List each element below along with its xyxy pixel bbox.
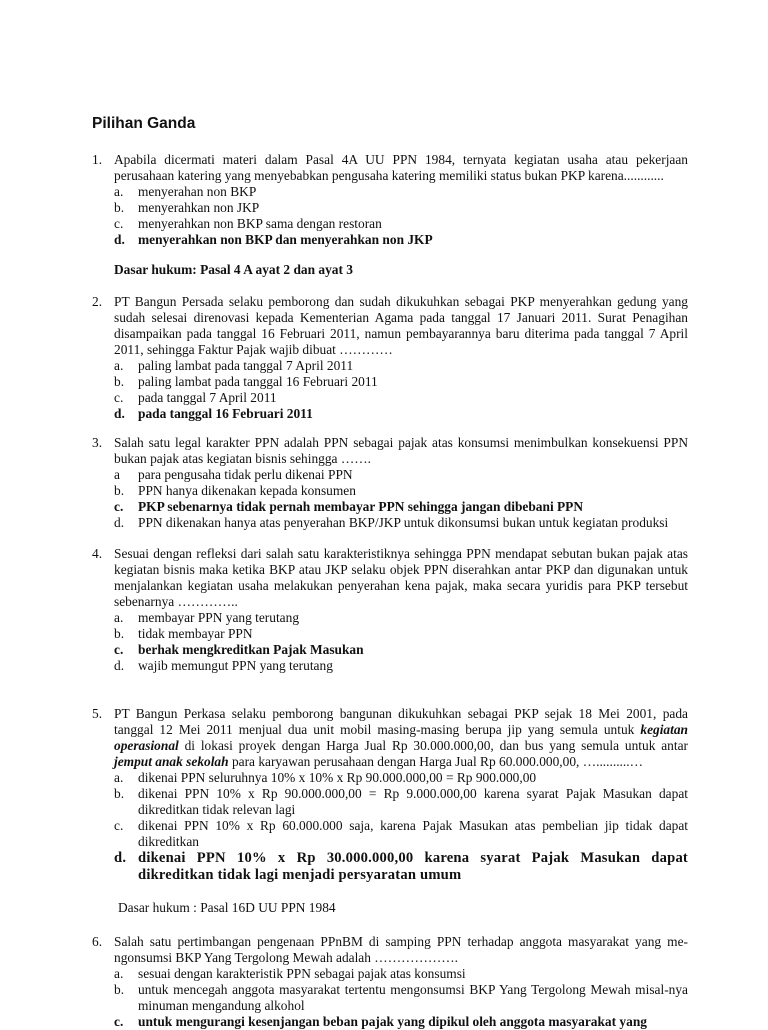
option-a: [114, 966, 688, 982]
option-text: dikenai PPN 10% x Rp 30.000.000,00 karena syarat Pajak Masukan dapat dikreditkan tidak lagi menjadi persyaratan umum: [138, 850, 688, 883]
option-list: [114, 467, 688, 531]
option-text: tidak membayar PPN: [138, 626, 253, 641]
option-label: c.: [114, 390, 124, 405]
question-stem: Salah satu legal karakter PPN adalah PPN sebagai pajak atas konsumsi menimbulkan konsekuensi PPN bukan pajak atas kegiatan bisnis sehingga …….: [114, 435, 688, 466]
option-text: sesuai dengan karakteristik PPN sebagai pajak atas konsumsi: [138, 966, 466, 981]
legal-basis-1: Dasar hukum: Pasal 4 A ayat 2 dan ayat 3: [114, 262, 353, 277]
option-b: [114, 200, 688, 216]
option-label: b.: [114, 786, 125, 801]
option-text: dikenai PPN 10% x Rp 60.000.000 saja, karena Pajak Masukan atas pembelian jip tidak dapat dikreditkan: [138, 818, 688, 849]
option-label: a.: [114, 966, 124, 981]
option-text: menyerahan non BKP: [138, 184, 257, 199]
question-number: 3.: [92, 435, 103, 450]
question-number: 4.: [92, 546, 103, 561]
option-text: PKP sebenarnya tidak pernah membayar PPN sehingga jangan dibebani PPN: [138, 499, 584, 514]
option-text: dikenai PPN 10% x Rp 90.000.000,00 = Rp 9.000.000,00 karena syarat Pajak Masukan dapat dikreditkan tidak relevan lagi: [138, 786, 688, 817]
stem-text: PT Bangun Perkasa selaku pemborong bangunan dikukuhkan sebagai PKP sejak 18 Mei 2001, pada tanggal 12 Mei 2011 menjual dua unit mobil masing-masing berupa jip yang semula untuk: [114, 706, 688, 737]
option-label: b.: [114, 982, 125, 997]
option-text: paling lambat pada tanggal 16 Februari 2011: [138, 374, 378, 389]
option-text: untuk mengurangi kesenjangan beban pajak yang dipikul oleh anggota masyarakat yang: [138, 1014, 647, 1029]
question-3: [92, 435, 688, 531]
option-label: d.: [114, 658, 125, 673]
option-b: [114, 374, 688, 390]
option-label: b.: [114, 374, 125, 389]
option-text: untuk mencegah anggota masyarakat tertentu mengonsumsi BKP Yang Tergolong Mewah misal-nya minuman mengandung alkohol: [138, 982, 688, 1013]
option-label: c.: [114, 642, 124, 657]
stem-text: para karyawan perusahaan dengan Harga Jual Rp 60.000.000,00, …..........…: [228, 754, 643, 769]
option-label: d.: [114, 232, 125, 247]
option-text: berhak mengkreditkan Pajak Masukan: [138, 642, 364, 657]
option-text: menyerahkan non BKP sama dengan restoran: [138, 216, 382, 231]
option-list: [114, 610, 688, 674]
option-text: PPN dikenakan hanya atas penyerahan BKP/JKP untuk dikonsumsi bukan untuk kegiatan produksi: [138, 515, 669, 530]
option-b: [114, 626, 688, 642]
option-text: pada tanggal 7 April 2011: [138, 390, 277, 405]
option-c: [114, 1014, 688, 1030]
option-list: [114, 770, 688, 884]
option-text: pada tanggal 16 Februari 2011: [138, 406, 313, 421]
option-b: [114, 483, 688, 499]
option-a: [114, 770, 688, 786]
option-a: [114, 184, 688, 200]
option-text: membayar PPN yang terutang: [138, 610, 300, 625]
question-stem: Sesuai dengan refleksi dari salah satu karakteristiknya sehingga PPN mendapat sebutan bukan pajak atas kegiatan bisnis maka ketika BKP atau JKP selaku objek PPN diserahkan antar PKP dan digunakan untuk menjalankan kegiatan usaha melakukan penyerahan kena pajak, maka secara yuridis para PKP tersebut sebenarnya …………..: [114, 546, 688, 609]
option-a: [114, 467, 688, 483]
option-label: c.: [114, 216, 124, 231]
question-6: [92, 934, 688, 1030]
option-c: [114, 216, 688, 232]
option-d: [114, 515, 688, 531]
option-text: paling lambat pada tanggal 7 April 2011: [138, 358, 354, 373]
option-d: [114, 658, 688, 674]
option-label: a: [114, 467, 120, 482]
question-1: [92, 152, 688, 248]
option-label: d.: [114, 850, 127, 866]
stem-emphasis: kegiatan operasional: [114, 722, 688, 753]
option-d-answer: [114, 406, 688, 422]
option-d-answer: [114, 850, 688, 884]
question-stem: PT Bangun Persada selaku pemborong dan sudah dikukuhkan sebagai PKP menyerahkan gedung yang sudah selesai direnovasi kepada Kementerian Agama pada tanggal 17 Januari 2011. Surat Penagihan disampaikan pada tanggal 16 Februari 2011, namun pembayarannya baru diterima pada tanggal 7 April 2011, sehingga Faktur Pajak wajib dibuat …………: [114, 294, 688, 357]
option-list: [114, 358, 688, 422]
option-list: [114, 184, 688, 248]
stem-emphasis: jemput anak sekolah: [114, 754, 229, 769]
option-text: menyerahkan non JKP: [138, 200, 260, 215]
question-number: 6.: [92, 934, 103, 949]
option-text: para pengusaha tidak perlu dikenai PPN: [138, 467, 353, 482]
option-c-answer: [114, 642, 688, 658]
question-stem: Apabila dicermati materi dalam Pasal 4A UU PPN 1984, ternyata kegiatan usaha atau pekerjaan perusahaan katering yang menyebabkan pengusaha katering memiliki status bukan PKP karena............: [114, 152, 688, 183]
question-2: [92, 294, 688, 422]
question-number: 2.: [92, 294, 103, 309]
option-b: [114, 982, 688, 1014]
option-label: c.: [114, 818, 124, 833]
question-4: [92, 546, 688, 674]
option-label: c.: [114, 499, 124, 514]
option-label: d.: [114, 515, 125, 530]
option-a: [114, 358, 688, 374]
option-c-answer: [114, 499, 688, 515]
option-a: [114, 610, 688, 626]
option-b: [114, 786, 688, 818]
option-list: [114, 966, 688, 1030]
option-label: b.: [114, 483, 125, 498]
page-title: Pilihan Ganda: [92, 115, 196, 132]
option-label: b.: [114, 626, 125, 641]
option-text: wajib memungut PPN yang terutang: [138, 658, 333, 673]
option-label: a.: [114, 184, 124, 199]
option-label: a.: [114, 770, 124, 785]
option-label: c.: [114, 1014, 124, 1029]
option-label: d.: [114, 406, 125, 421]
question-number: 5.: [92, 706, 103, 721]
option-text: PPN hanya dikenakan kepada konsumen: [138, 483, 356, 498]
stem-text: di lokasi proyek dengan Harga Jual Rp 30.000.000,00, dan bus yang semula untuk antar: [178, 738, 688, 753]
question-5: [92, 706, 688, 884]
legal-basis-5: Dasar hukum : Pasal 16D UU PPN 1984: [118, 900, 336, 915]
option-label: b.: [114, 200, 125, 215]
option-d-answer: [114, 232, 688, 248]
option-text: dikenai PPN seluruhnya 10% x 10% x Rp 90.000.000,00 = Rp 900.000,00: [138, 770, 537, 785]
option-c: [114, 390, 688, 406]
question-number: 1.: [92, 152, 103, 167]
option-label: a.: [114, 610, 124, 625]
option-text: menyerahkan non BKP dan menyerahkan non JKP: [138, 232, 433, 247]
question-stem: [114, 706, 688, 770]
option-label: a.: [114, 358, 124, 373]
option-c: [114, 818, 688, 850]
question-stem: Salah satu pertimbangan pengenaan PPnBM di samping PPN terhadap anggota masyarakat yang me-ngonsumsi BKP Yang Tergolong Mewah adalah ……………….: [114, 934, 688, 965]
